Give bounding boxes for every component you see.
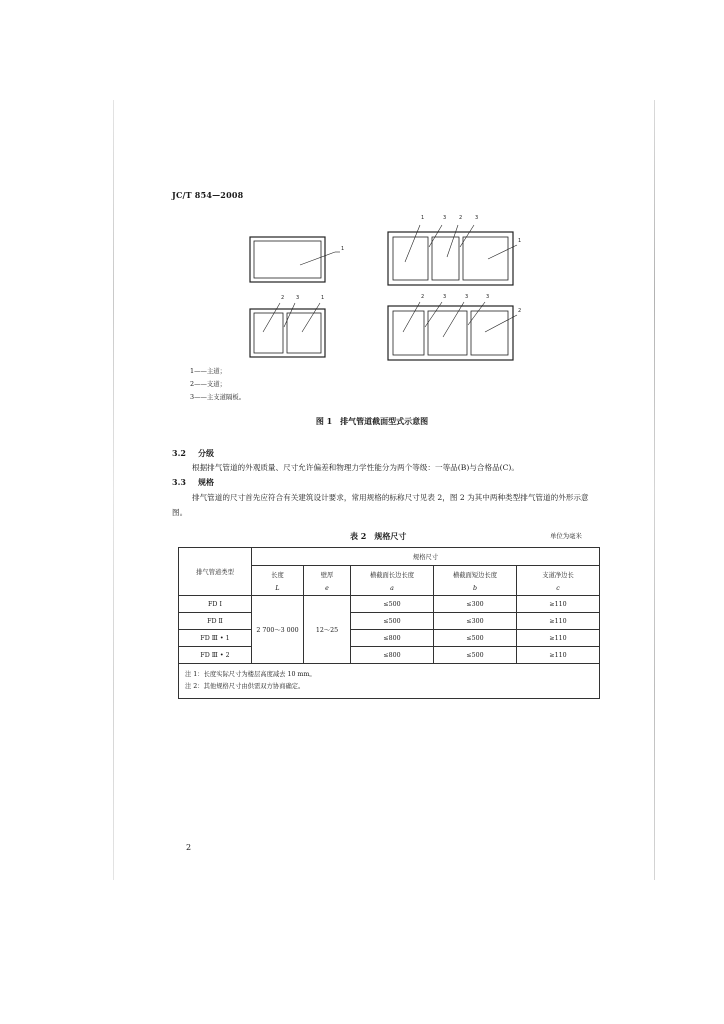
legend-item-partition: 3——主支道隔板。 xyxy=(190,393,246,401)
cell-b: ≤300 xyxy=(434,613,517,630)
cell-c: ≥110 xyxy=(517,630,600,647)
cell-type: FD Ⅱ xyxy=(179,613,252,630)
legend-item-main-channel: 1——主道； xyxy=(190,367,227,375)
figure-caption: 图 1 排气管道截面型式示意图 xyxy=(315,416,429,426)
cell-a: ≤800 xyxy=(351,647,434,664)
cell-thickness-value: 12～25 xyxy=(304,596,351,664)
callout-tl-1: 1 xyxy=(341,246,345,252)
callout-tr-side: 1 xyxy=(518,238,522,244)
table-row xyxy=(179,647,600,664)
callout-tr-2: 3 xyxy=(443,215,447,221)
table-row xyxy=(179,613,600,630)
cell-a: ≤500 xyxy=(351,596,434,613)
callout-tr-1: 1 xyxy=(421,215,425,221)
cell-type: FD Ⅰ xyxy=(179,596,252,613)
table-unit: 单位为毫米 xyxy=(550,532,582,540)
section-heading-3-3 xyxy=(172,477,214,488)
header-length: 长度 L xyxy=(252,566,304,596)
cell-b: ≤500 xyxy=(434,647,517,664)
section-number: 3.3 xyxy=(172,477,186,487)
callout-br-1: 2 xyxy=(421,294,425,300)
figure-legend xyxy=(190,365,245,404)
section-single-channel xyxy=(250,237,340,282)
table-row xyxy=(179,596,600,613)
callout-tr-4: 3 xyxy=(475,215,479,221)
callout-br-side: 2 xyxy=(518,308,522,314)
cell-length-value: 2 700～3 000 xyxy=(252,596,304,664)
scan-edge-right xyxy=(654,100,655,880)
cell-a: ≤800 xyxy=(351,630,434,647)
section-two-channels xyxy=(250,303,325,357)
cell-c: ≥110 xyxy=(517,613,600,630)
header-short-side: 横截面短边长度 b xyxy=(434,566,517,596)
table-note-2: 注 2：其他规格尺寸由供需双方协商确定。 xyxy=(185,683,305,690)
cell-c: ≥110 xyxy=(517,596,600,613)
cell-type: FD Ⅲ • 2 xyxy=(179,647,252,664)
table-note-1: 注 1：长度实际尺寸为楼层高度减去 10 mm。 xyxy=(185,671,316,678)
callout-br-2: 3 xyxy=(443,294,447,300)
section-heading-3-2 xyxy=(172,448,214,459)
header-thickness: 壁厚 e xyxy=(304,566,351,596)
cell-a: ≤500 xyxy=(351,613,434,630)
table-title: 表 2 规格尺寸 xyxy=(350,531,407,541)
table-notes xyxy=(179,664,600,699)
section-text-3-2: 根据排气管道的外观质量、尺寸允许偏差和物理力学性能分为两个等级：一等品(B)与合格品(C)。 xyxy=(192,463,519,472)
header-duct-type: 排气管道类型 xyxy=(179,548,252,596)
cell-b: ≤300 xyxy=(434,596,517,613)
header-branch-side: 支道净边长 c xyxy=(517,566,600,596)
duct-cross-section-figure xyxy=(240,207,540,362)
cell-type: FD Ⅲ • 1 xyxy=(179,630,252,647)
legend-item-branch-channel: 2——支道； xyxy=(190,380,227,388)
section-three-channels-b xyxy=(388,302,517,360)
header-spec-group: 规格尺寸 xyxy=(252,548,600,566)
callout-bl-2: 3 xyxy=(296,295,300,301)
spec-table xyxy=(178,547,600,699)
table-row xyxy=(179,630,600,647)
callout-br-4: 3 xyxy=(486,294,490,300)
header-long-side: 横截面长边长度 a xyxy=(351,566,434,596)
callout-bl-1: 2 xyxy=(281,295,285,301)
document-code-header: JC/T 854—2008 xyxy=(172,190,244,200)
scan-edge-left xyxy=(113,100,114,880)
callout-tr-3: 2 xyxy=(459,215,463,221)
cell-b: ≤500 xyxy=(434,630,517,647)
section-text-3-3: 排气管道的尺寸首先应符合有关建筑设计要求，常用规格的标称尺寸见表 2，图 2 为其中两种类型排气管道的外形示意图。 xyxy=(172,493,589,517)
section-title: 分级 xyxy=(198,448,214,458)
callout-br-3: 3 xyxy=(465,294,469,300)
section-title: 规格 xyxy=(198,477,214,487)
callout-bl-3: 1 xyxy=(321,295,325,301)
cell-c: ≥110 xyxy=(517,647,600,664)
section-number: 3.2 xyxy=(172,448,186,458)
page-number: 2 xyxy=(186,843,192,852)
section-three-channels-a xyxy=(388,225,517,285)
